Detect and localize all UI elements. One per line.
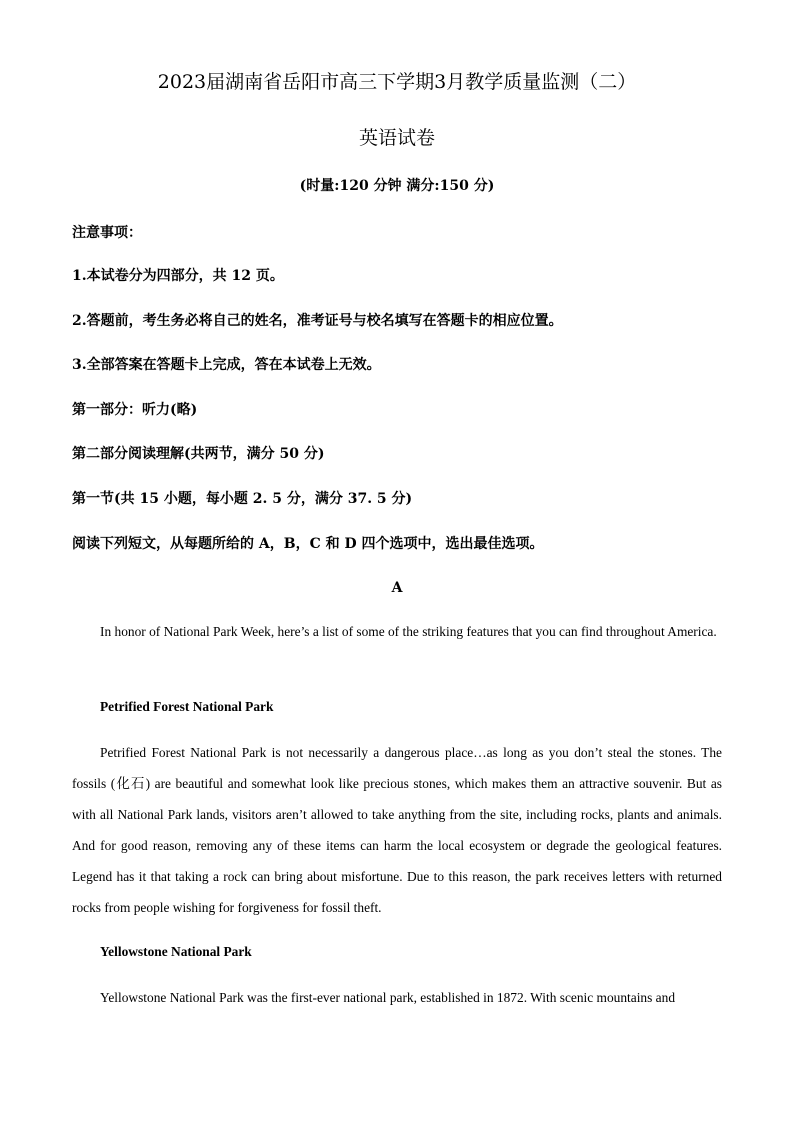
exam-title: 2023届湖南省岳阳市高三下学期3月教学质量监测（二） bbox=[157, 71, 637, 93]
part-two-heading: 第二部分阅读理解(共两节，满分 50 分) bbox=[72, 446, 325, 462]
notice-item-3: 3.全部答案在答题卡上完成，答在本试卷上无效。 bbox=[72, 357, 381, 373]
passage-letter: A bbox=[391, 580, 403, 596]
passage-paragraph-petrified-forest: Petrified Forest National Park is not necessarily a dangerous place…as long as you don’t steal the stones. The fossils (化石) are beautiful and somewhat look like precious stones, which makes them an attractive souvenir. But as with all National Park lands, visitors aren’t allowed to take anything from the site, including rocks, plants and animals. And for good reason, removing any of these items can harm the local ecosystem or degrade the geological features. Legend has it that taking a rock can bring about misfortune. Due to this reason, the park receives letters with returned rocks from people wishing for forgiveness for fossil theft. bbox=[72, 745, 722, 915]
notice-item-1: 1.本试卷分为四部分，共 12 页。 bbox=[72, 268, 284, 284]
passage-paragraph-yellowstone: Yellowstone National Park was the first-ever national park, established in 1872. With scenic mountains and bbox=[100, 990, 676, 1005]
passage-heading-petrified-forest: Petrified Forest National Park bbox=[100, 699, 274, 714]
passage-heading-yellowstone: Yellowstone National Park bbox=[100, 944, 252, 959]
reading-directions: 阅读下列短文，从每题所给的 A，B，C 和 D 四个选项中，选出最佳选项。 bbox=[72, 536, 544, 552]
section-one-heading: 第一节(共 15 小题，每小题 2. 5 分，满分 37. 5 分) bbox=[72, 491, 413, 507]
notice-item-2: 2.答题前，考生务必将自己的姓名，准考证号与校名填写在答题卡的相应位置。 bbox=[72, 313, 563, 329]
notice-heading: 注意事项： bbox=[72, 225, 142, 241]
part-one-heading: 第一部分：听力(略) bbox=[72, 402, 198, 418]
passage-intro: In honor of National Park Week, here’s a list of some of the striking features that you can find throughout America. bbox=[100, 624, 717, 639]
time-score-info: (时量:120 分钟 满分:150 分) bbox=[299, 178, 495, 194]
exam-subject: 英语试卷 bbox=[358, 127, 435, 149]
